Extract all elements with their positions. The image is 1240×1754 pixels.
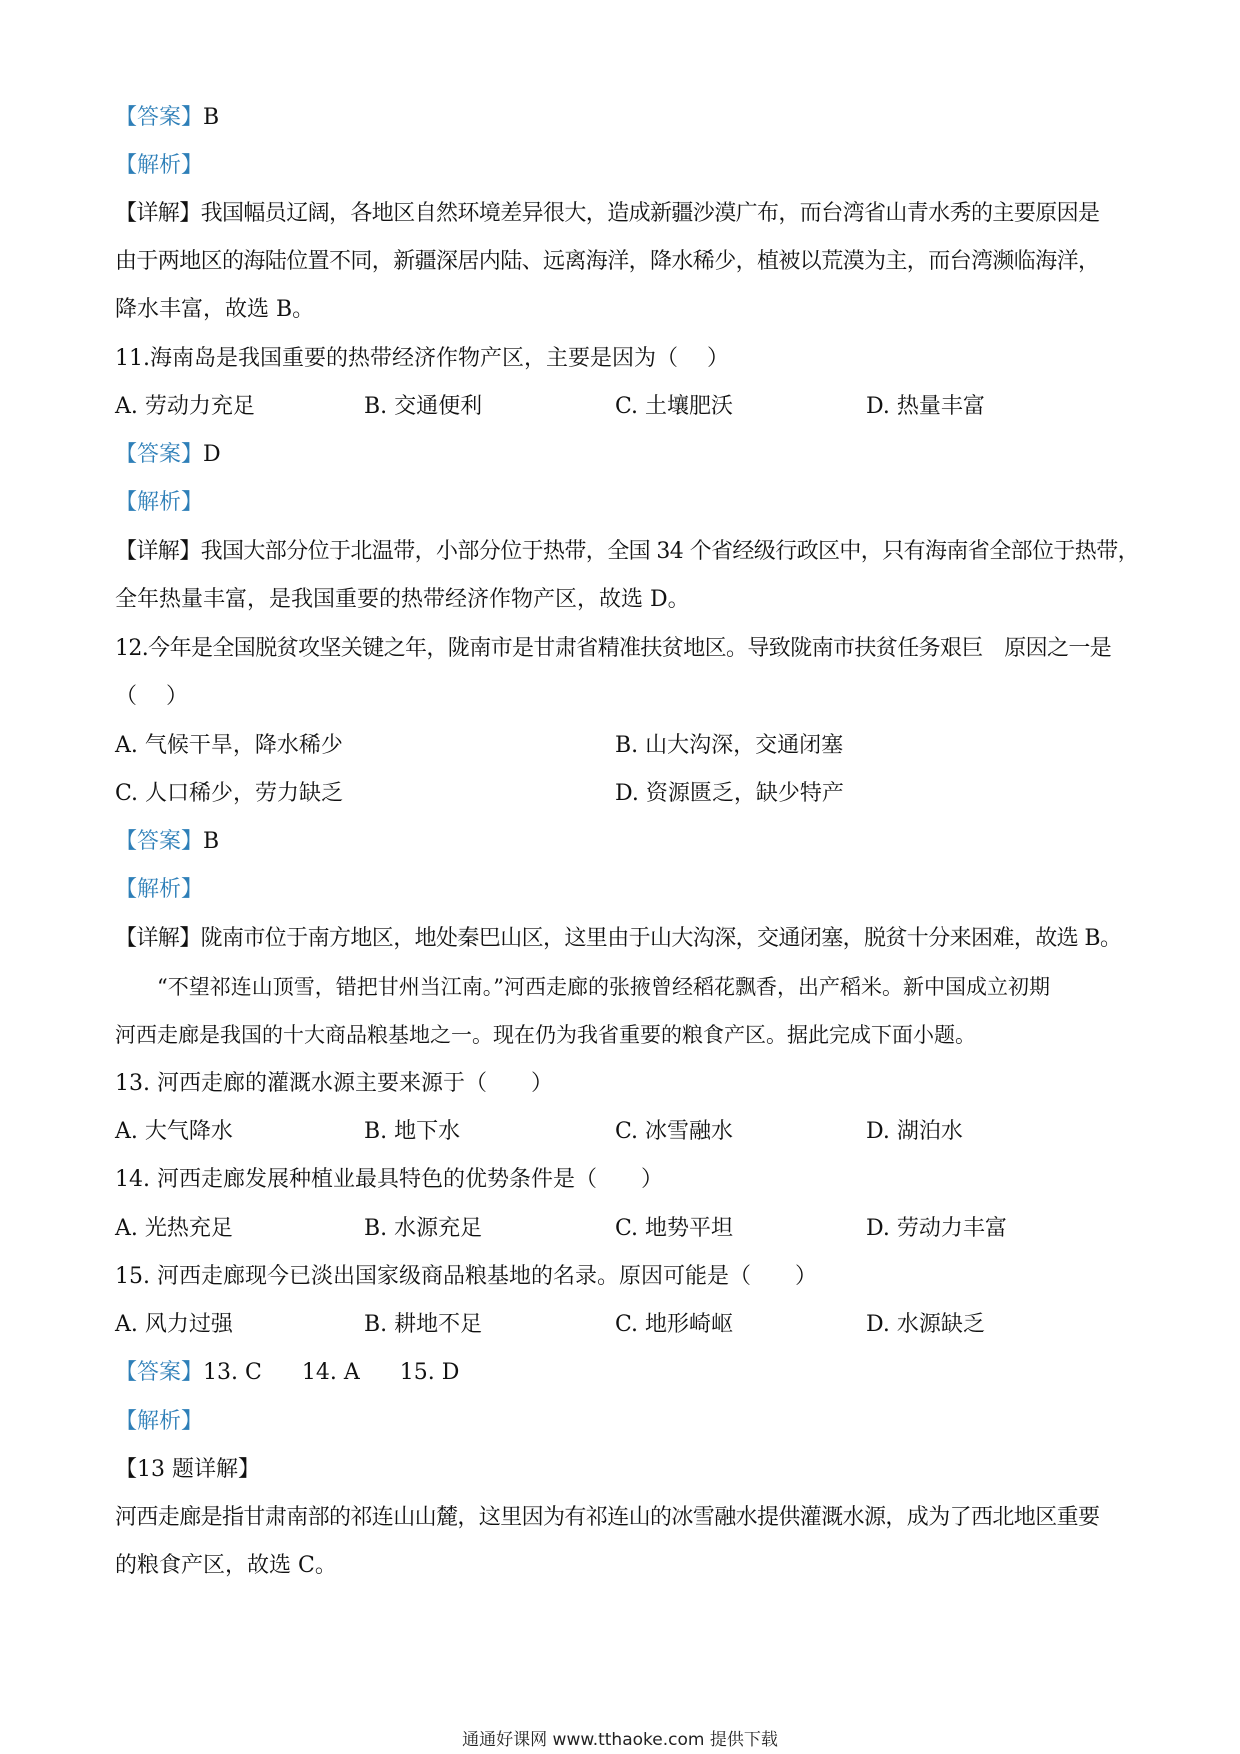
q12-answer-value: B xyxy=(203,829,220,854)
q15-option-a: A. 风力过强 xyxy=(115,1312,233,1337)
answer-13: 13. C xyxy=(203,1360,262,1385)
q11-analysis xyxy=(115,488,1135,518)
answer-tag: 【答案】 xyxy=(115,442,204,467)
q13-option-b: B. 地下水 xyxy=(364,1119,461,1144)
q12-detail-line-1 xyxy=(115,924,1135,954)
detail-tag: 【详解】 xyxy=(115,539,201,564)
q12-option-d: D. 资源匮乏，缺少特产 xyxy=(615,781,844,806)
q11-option-b: B. 交通便利 xyxy=(364,394,483,419)
q12-option-b: B. 山大沟深，交通闭塞 xyxy=(615,733,844,758)
q13-option-c: C. 冰雪融水 xyxy=(615,1119,734,1144)
analysis-tag: 【解析】 xyxy=(115,1409,204,1434)
q12-answer xyxy=(115,827,1135,857)
q10-answer xyxy=(115,103,1135,133)
q11-detail-line-2: 全年热量丰富，是我国重要的热带经济作物产区，故选 D。 xyxy=(115,587,690,612)
q11-answer xyxy=(115,440,1135,470)
q12-option-a: A. 气候干旱，降水稀少 xyxy=(115,733,343,758)
q13-detail-heading: 【13 题详解】 xyxy=(115,1457,260,1482)
q10-detail-text-1: 我国幅员辽阔，各地区自然环境差异很大，造成新疆沙漠广布，而台湾省山青水秀的主要原因是 xyxy=(200,201,1100,226)
group-answer xyxy=(115,1358,1135,1388)
q10-detail-line-2: 由于两地区的海陆位置不同，新疆深居内陆、远离海洋，降水稀少，植被以荒漠为主，而台湾濒临海洋， xyxy=(115,249,1100,274)
q14-option-a: A. 光热充足 xyxy=(115,1216,233,1241)
q11-detail-text-1: 我国大部分位于北温带，小部分位于热带，全国 34 个省经级行政区中，只有海南省全部位于热带， xyxy=(200,539,1139,564)
q15-option-c: C. 地形崎岖 xyxy=(615,1312,734,1337)
q10-detail-line-3: 降水丰富，故选 B。 xyxy=(115,297,315,322)
answer-15: 15. D xyxy=(399,1360,460,1385)
analysis-tag: 【解析】 xyxy=(115,153,204,178)
answer-14: 14. A xyxy=(301,1360,360,1385)
q14-option-b: B. 水源充足 xyxy=(364,1216,483,1241)
answer-tag: 【答案】 xyxy=(115,829,204,854)
detail-tag: 【详解】 xyxy=(115,926,201,951)
q13-detail-line-1: 河西走廊是指甘肃南部的祁连山山麓，这里因为有祁连山的冰雪融水提供灌溉水源，成为了西北地区重要 xyxy=(115,1505,1100,1530)
q14-option-d: D. 劳动力丰富 xyxy=(866,1216,1007,1241)
q11-detail-line-1 xyxy=(115,537,1139,567)
passage-line-2: 河西走廊是我国的十大商品粮基地之一。现在仍为我省重要的粮食产区。据此完成下面小题。 xyxy=(115,1023,976,1047)
q14-question: 14. 河西走廊发展种植业最具特色的优势条件是（ ） xyxy=(115,1167,663,1192)
q11-question: 11.海南岛是我国重要的热带经济作物产区，主要是因为（ ） xyxy=(115,346,729,371)
q12-option-c: C. 人口稀少，劳力缺乏 xyxy=(115,781,344,806)
q12-detail-text-1: 陇南市位于南方地区，地处秦巴山区，这里由于山大沟深，交通闭塞，脱贫十分来困难，故选 B。 xyxy=(200,926,1122,951)
q13-question: 13. 河西走廊的灌溉水源主要来源于（ ） xyxy=(115,1071,553,1096)
q12-question-line-1: 12.今年是全国脱贫攻坚关键之年，陇南市是甘肃省精准扶贫地区。导致陇南市扶贫任务艰巨 原因之一是 xyxy=(115,636,1112,661)
q13-option-a: A. 大气降水 xyxy=(115,1119,233,1144)
q10-detail-line-1 xyxy=(115,199,1135,229)
q12-analysis xyxy=(115,875,1135,905)
q15-question: 15. 河西走廊现今已淡出国家级商品粮基地的名录。原因可能是（ ） xyxy=(115,1264,817,1289)
q11-option-a: A. 劳动力充足 xyxy=(115,394,255,419)
q15-option-b: B. 耕地不足 xyxy=(364,1312,483,1337)
q11-option-d: D. 热量丰富 xyxy=(866,394,985,419)
q11-answer-value: D xyxy=(203,442,221,467)
group-analysis xyxy=(115,1407,1135,1437)
answer-tag: 【答案】 xyxy=(115,1360,204,1385)
analysis-tag: 【解析】 xyxy=(115,490,204,515)
q12-question-line-2: （ ） xyxy=(115,684,188,709)
q13-detail-line-2: 的粮食产区，故选 C。 xyxy=(115,1553,337,1578)
q15-option-d: D. 水源缺乏 xyxy=(866,1312,985,1337)
detail-tag: 【详解】 xyxy=(115,201,201,226)
q13-option-d: D. 湖泊水 xyxy=(866,1119,963,1144)
passage-line-1: “不望祁连山顶雪，错把甘州当江南。”河西走廊的张掖曾经稻花飘香，出产稻米。新中国成立初期 xyxy=(115,975,1050,999)
q10-analysis xyxy=(115,151,1135,181)
analysis-tag: 【解析】 xyxy=(115,877,204,902)
q11-option-c: C. 土壤肥沃 xyxy=(615,394,734,419)
q14-option-c: C. 地势平坦 xyxy=(615,1216,734,1241)
page-footer: 通通好课网 www.tthaoke.com 提供下载 xyxy=(462,1730,778,1750)
answer-tag: 【答案】 xyxy=(115,105,204,130)
q10-answer-value: B xyxy=(203,105,220,130)
